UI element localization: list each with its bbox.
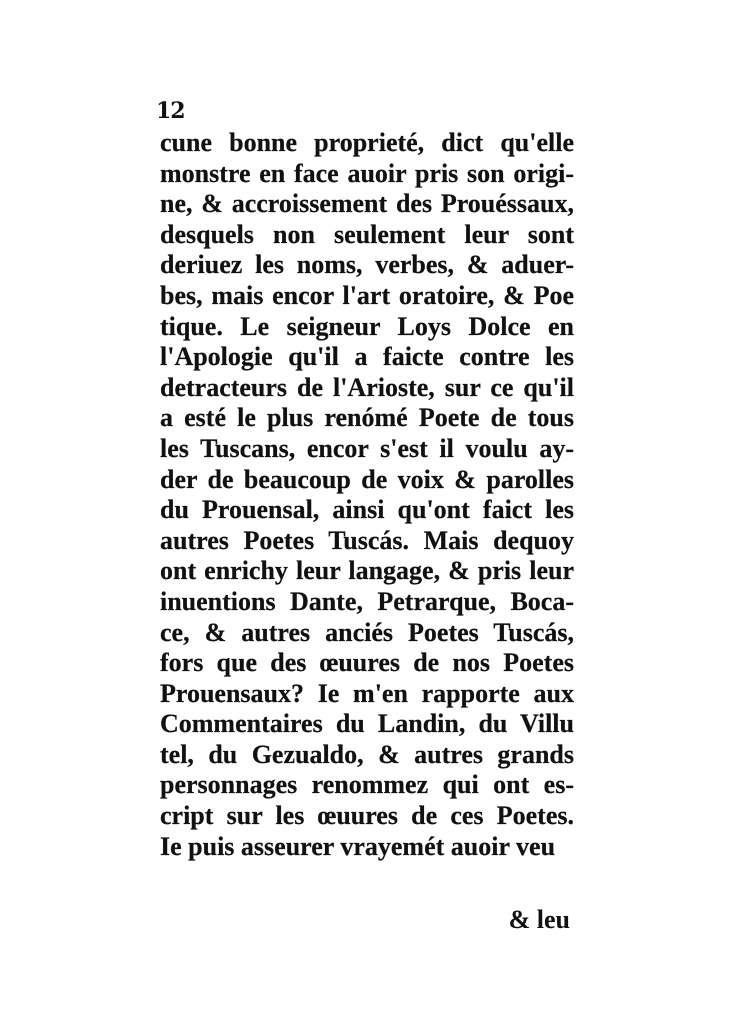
page-number: 12 [156,98,185,124]
text-line: l'Apologie qu'il a faicte contre les [160,342,574,372]
text-line: Ie puis asseurer vrayemét auoir veu [160,831,556,861]
text-line: les Tuscans, encor s'est il voulu ay- [160,433,574,463]
text-line: cript sur les œuures de ces Poetes. [160,801,574,831]
text-line: deriuez les noms, verbes, & aduer- [160,250,574,280]
text-line: ce, & autres anciés Poetes Tuscás, [160,617,574,647]
text-line: du Prouensal, ainsi qu'ont faict les [160,495,574,525]
text-line: fors que des œuures de nos Poetes [160,648,574,678]
text-line: der de beaucoup de voix & parolles [160,464,574,494]
text-line: ont enrichy leur langage, & pris leur [160,556,574,586]
text-line: cune bonne proprieté, dict qu'elle [160,128,574,157]
text-line: tel, du Gezualdo, & autres grands [160,739,574,769]
text-line: tique. Le seigneur Loys Dolce en [160,311,574,341]
text-line: a esté le plus renómé Poete de tous [160,403,574,433]
text-line: bes, mais encor l'art oratoire, & Poe [160,280,574,310]
text-line: desquels non seulement leur sont [160,219,574,249]
text-line: personnages renommez qui ont es- [160,770,574,800]
text-line: ne, & accroissement des Prouéssaux, [160,189,574,219]
body-text [160,128,574,862]
text-line: inuentions Dante, Petrarque, Boca- [160,586,574,616]
text-line: autres Poetes Tuscás. Mais dequoy [160,525,574,555]
text-line: monstre en face auoir pris son origi- [160,158,574,188]
text-line: Prouensaux? Ie m'en rapporte aux [160,678,574,708]
text-line: Commentaires du Landin, du Villu [160,709,574,739]
text-line: detracteurs de l'Arioste, sur ce qu'il [160,372,574,402]
catchword: & leu [508,905,570,934]
